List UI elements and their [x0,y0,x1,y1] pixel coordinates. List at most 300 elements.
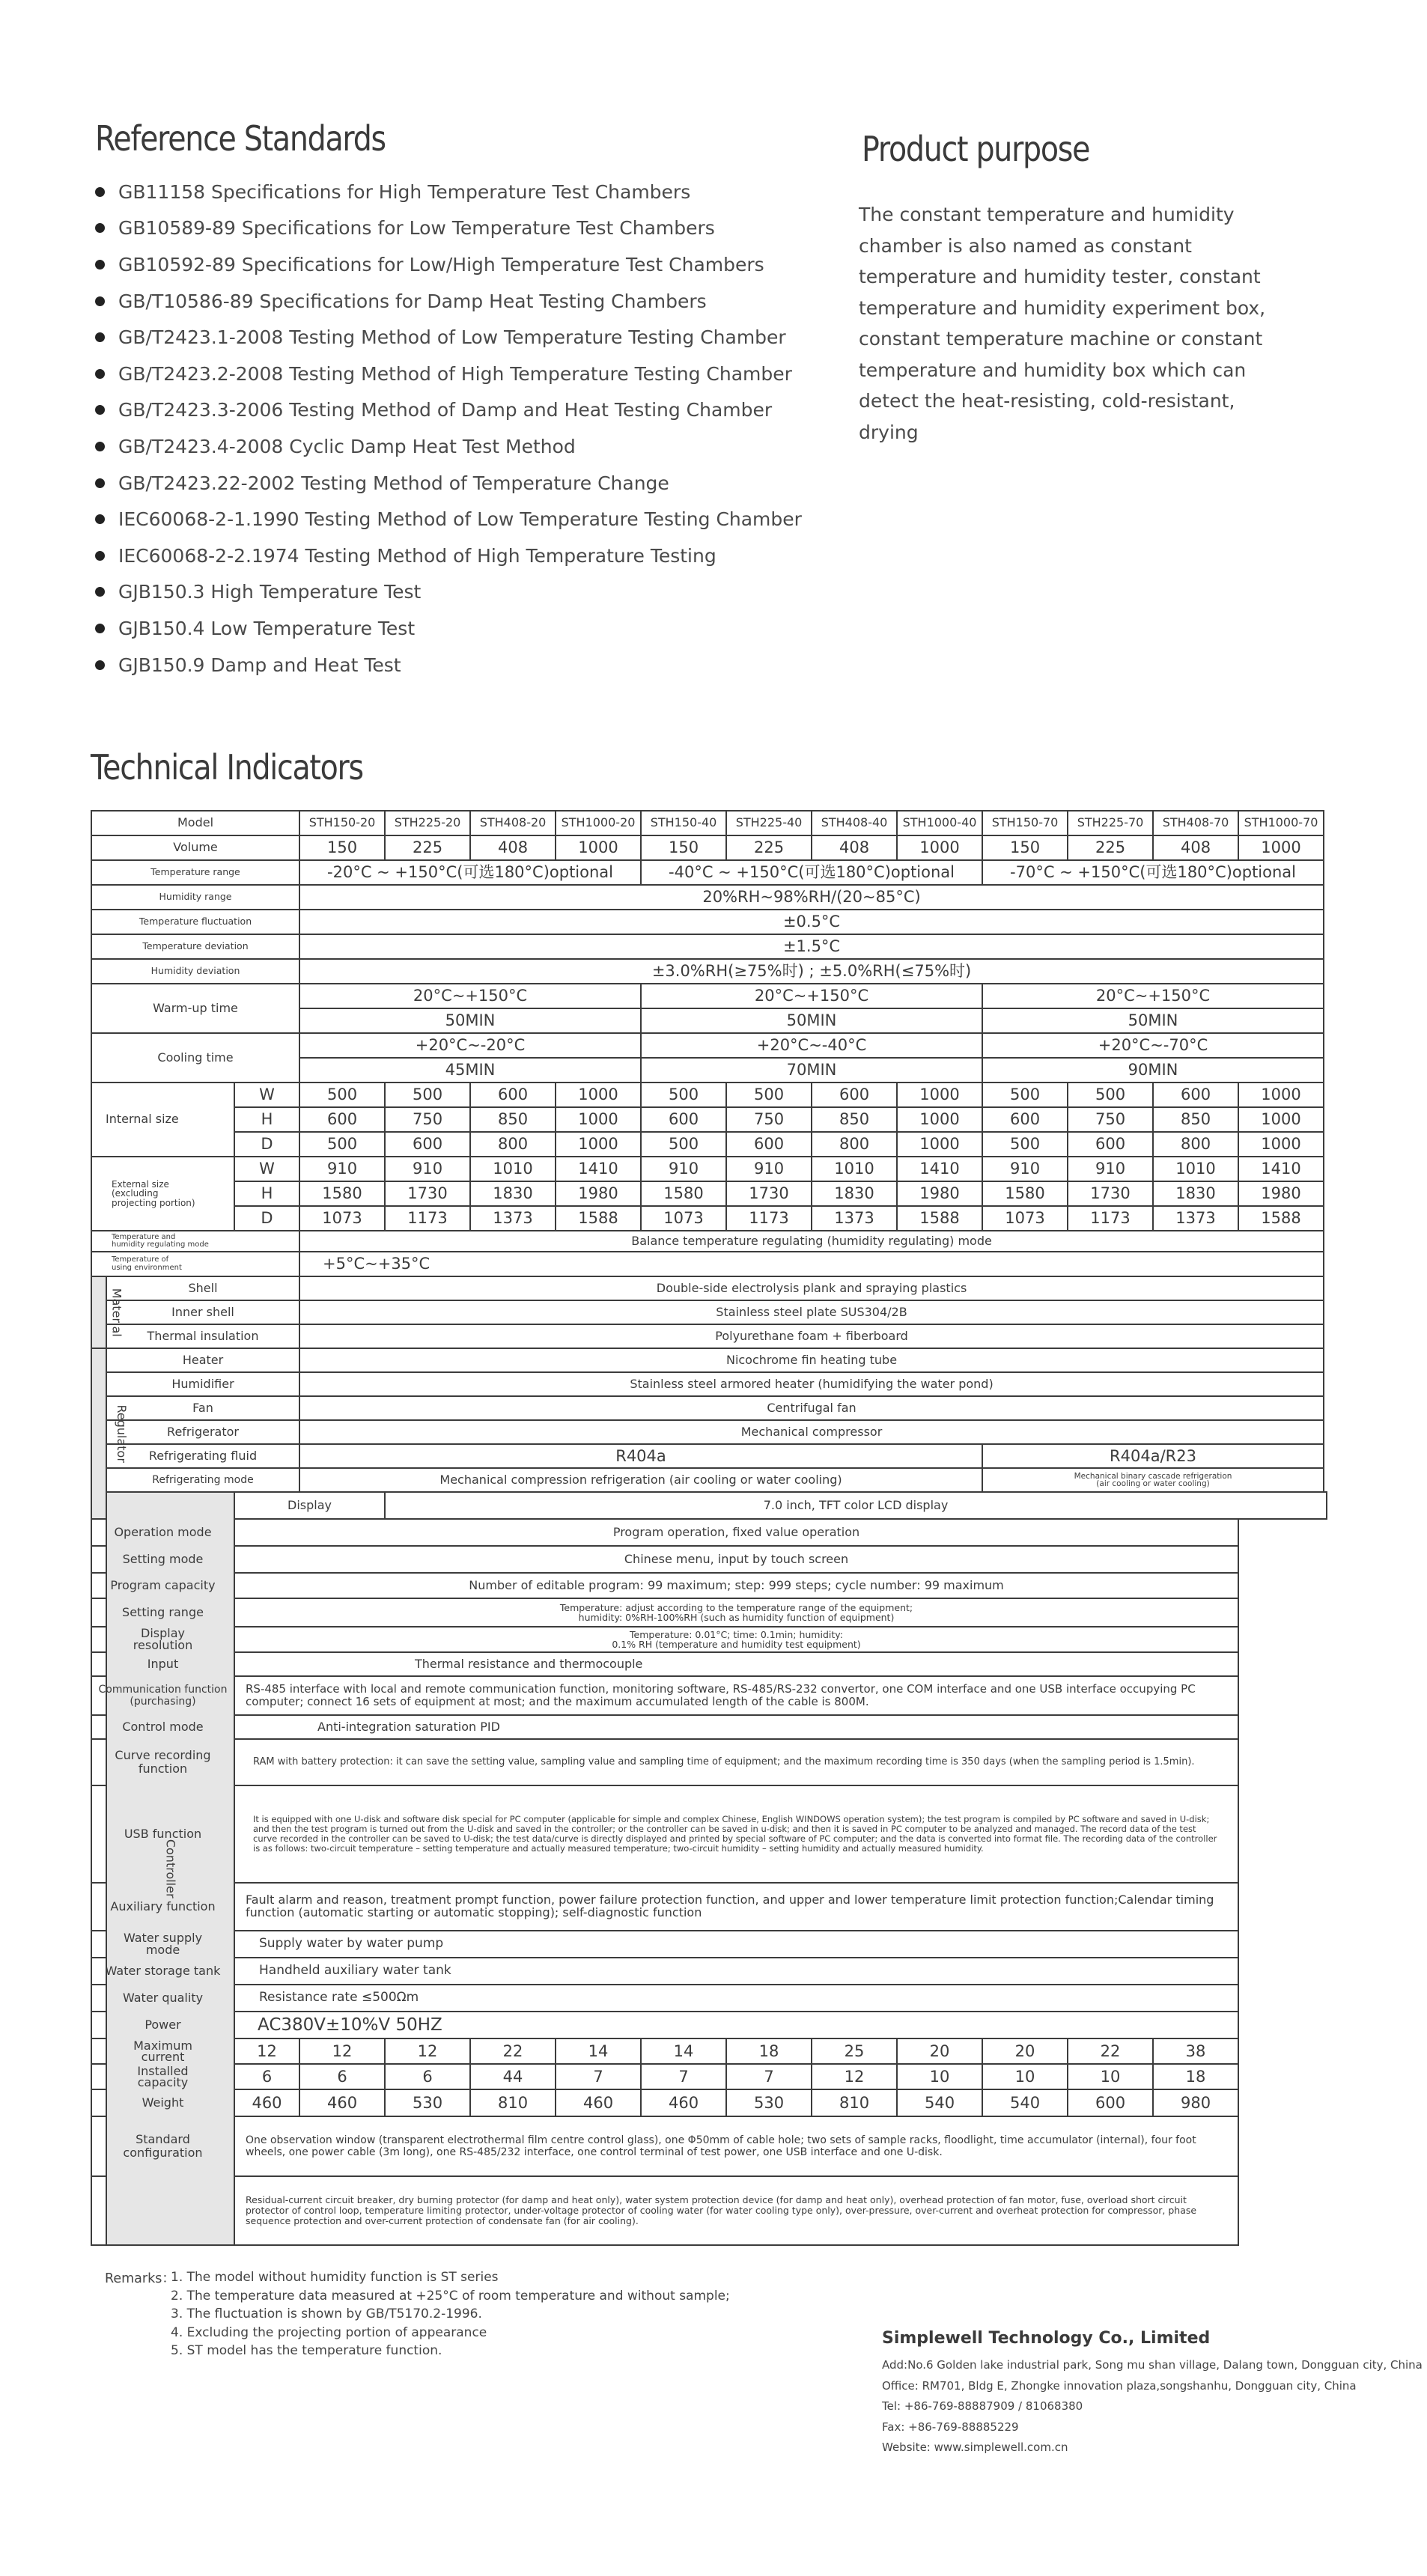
row-label-weight: Weight [91,2089,234,2116]
reference-standard-item [95,574,802,611]
table-row [91,1676,1327,1715]
reference-standard-item [95,610,802,647]
row-label-auxiliary-function: Auxiliary function [91,1883,234,1931]
weight-value: 530 [385,2089,470,2116]
models-value: STH225-40 [726,811,812,835]
row-label-external: External size (excluding projecting portion) [91,1157,234,1231]
internal-d-value: 800 [1153,1132,1238,1157]
models-value: STH408-40 [812,811,897,835]
table-row [91,1931,1327,1958]
table-row [91,1206,1327,1231]
internal-d-value: 500 [299,1132,385,1157]
reference-standard-text: GB10589-89 Specifications for Low Temperature Test Chambers [118,217,715,240]
volume-value: 1000 [1238,835,1324,860]
row-label-humidity-range: Humidity range [91,885,299,910]
reference-standard-item [95,356,802,392]
internal-w-value: 600 [812,1083,897,1107]
external-d-value: 1373 [470,1206,556,1231]
dim-label-h: H [234,1107,299,1132]
setting-mode-value: Chinese menu, input by touch screen [234,1546,1238,1573]
installed-value: 18 [1153,2064,1238,2089]
installed-value: 44 [470,2064,556,2089]
remarks-label: Remarks： [105,2271,175,2286]
external-d-value: 1588 [897,1206,982,1231]
std-config-value: One observation window (transparent electrothermal film centre control glass), one Φ50mm of cable hole; two sets of sample racks, floodlight, time accumulator (internal), four foot wheels, one power cable (3m long), one RS-485/232 interface, one control terminal of test power, one USB interface and one U-disk. [234,2116,1238,2176]
volume-value: 150 [299,835,385,860]
internal-w-value: 600 [1153,1083,1238,1107]
warmup-time-value: 50MIN [299,1008,641,1033]
hum-dev-value: ±3.0%RH(≥75%时) ; ±5.0%RH(≤75%时) [299,959,1324,984]
refrigerating-mode-value: Mechanical binary cascade refrigeration (air cooling or water cooling) [982,1468,1324,1492]
water-supply-value: Supply water by water pump [234,1931,1238,1958]
dim-label-h: H [234,1181,299,1206]
installed-value: 7 [726,2064,812,2089]
table-row [91,1627,1327,1652]
remark-item: 1. The model without humidity function is ST series [171,2270,499,2285]
power-value: AC380V±10%V 50HZ [234,2012,1238,2038]
table-row [91,984,1327,1008]
models-value: STH1000-40 [897,811,982,835]
company-name: Simplewell Technology Co., Limited [882,2329,1211,2348]
max-current-value: 22 [470,2038,556,2064]
remark-item: 3. The fluctuation is shown by GB/T5170.2-1996. [171,2306,482,2321]
weight-value: 600 [1068,2089,1153,2116]
reference-standard-text: GB10592-89 Specifications for Low/High Temperature Test Chambers [118,253,764,275]
weight-value: 460 [299,2089,385,2116]
row-label-inner-shell: Inner shell [106,1300,299,1324]
fan-value: Centrifugal fan [299,1396,1324,1420]
control-mode-value: Anti-integration saturation PID [234,1715,1238,1739]
cooling-range-value: +20°C~-40°C [641,1033,982,1058]
internal-h-value: 750 [385,1107,470,1132]
row-label-installed-capacity: Installed capacity [91,2064,234,2089]
row-label-fan: Fan [106,1396,299,1420]
row-label-standard-configuration: Standard configuration [91,2116,234,2176]
protection-value: Residual-current circuit breaker, dry burning protector (for damp and heat only), water system protection device (for damp and heat only), overhead protection of fan motor, fuse, overload short circuit protector of control loop, temperature limiting protector, under-voltage protector of cooling water (for water cooling type only), over-pressure, over-current and overheat protection for compressor, phase sequence protection and over-current protection of condensate fan (for air cooling). [234,2176,1238,2245]
table-row [91,835,1327,860]
internal-w-value: 500 [641,1083,726,1107]
installed-value: 6 [234,2064,299,2089]
internal-d-value: 500 [641,1132,726,1157]
bullet-icon [95,260,105,270]
installed-value: 7 [556,2064,641,2089]
bullet-icon [95,223,105,233]
reference-standard-text: GJB150.3 High Temperature Test [118,581,422,603]
external-h-value: 1580 [299,1181,385,1206]
installed-value: 12 [812,2064,897,2089]
product-purpose-heading: Product purpose [862,129,1090,169]
table-row [91,1300,1327,1324]
internal-d-value: 800 [812,1132,897,1157]
external-d-value: 1173 [385,1206,470,1231]
row-label-input: Input [91,1652,234,1676]
cooling-range-value: +20°C~-70°C [982,1033,1324,1058]
table-row [91,1083,1327,1107]
max-current-value: 14 [641,2038,726,2064]
row-label-model: Model [91,811,299,835]
display-res-value: Temperature: 0.01°C; time: 0.1min; humidity: 0.1% RH (temperature and humidity test equipment) [234,1627,1238,1652]
internal-h-value: 1000 [1238,1107,1324,1132]
table-row [91,1573,1327,1598]
temp-range-value: -70°C ~ +150°C(可选180°C)optional [982,860,1324,885]
group-regulator [91,1348,129,1519]
row-label-maximum-current: Maximum current [91,2038,234,2064]
max-current-value: 20 [982,2038,1068,2064]
reference-standard-item [95,283,802,320]
dim-label-d: D [234,1132,299,1157]
external-h-value: 1730 [385,1181,470,1206]
dim-label-d: D [234,1206,299,1231]
row-label-internal: Internal size [91,1083,234,1157]
bullet-icon [95,332,105,342]
bullet-icon [95,405,105,415]
row-label-volume: Volume [91,835,299,860]
row-label-heater: Heater [106,1348,299,1372]
row-label-water-quality: Water quality [91,1985,234,2012]
external-h-value: 1980 [897,1181,982,1206]
row-label-warmup: Warm-up time [91,984,299,1033]
group-label: Regulator [114,1404,129,1463]
company-contact-lines [882,2358,1423,2461]
reference-standard-item [95,538,802,574]
warmup-time-value: 50MIN [641,1008,982,1033]
table-row [91,1492,1327,1519]
row-label-temp-fluct: Temperature fluctuation [91,910,299,934]
dim-label-w: W [234,1083,299,1107]
row-label-setting-range: Setting range [91,1598,234,1627]
table-row [91,1420,1327,1444]
external-d-value: 1073 [982,1206,1068,1231]
bullet-icon [95,478,105,488]
row-label-humidifier: Humidifier [106,1372,299,1396]
volume-value: 225 [726,835,812,860]
row-label-hum-dev: Humidity deviation [91,959,299,984]
reference-standard-text: GB/T2423.2-2008 Testing Method of High Temperature Testing Chamber [118,362,792,385]
max-current-value: 12 [299,2038,385,2064]
external-d-value: 1073 [641,1206,726,1231]
table-row [91,1985,1327,2012]
row-label-control-mode: Control mode [91,1715,234,1739]
internal-h-value: 750 [1068,1107,1153,1132]
water-quality-value: Resistance rate ≤500Ωm [234,1985,1238,2012]
internal-d-value: 500 [982,1132,1068,1157]
company-contact-line: Add:No.6 Golden lake industrial park, Song mu shan village, Dalang town, Dongguan city, China [882,2358,1423,2372]
bullet-icon [95,514,105,524]
company-contact-line: Fax: +86-769-88885229 [882,2420,1019,2434]
external-h-value: 1730 [726,1181,812,1206]
installed-value: 10 [982,2064,1068,2089]
temp-range-value: -40°C ~ +150°C(可选180°C)optional [641,860,982,885]
bullet-icon [95,587,105,597]
table-row [91,2176,1327,2245]
row-label-shell: Shell [106,1276,299,1300]
aux-value: Fault alarm and reason, treatment prompt function, power failure protection function, and upper and lower temperature limit protection function;Calendar timing function (automatic starting or automatic stopping); self-diagnostic function [234,1883,1238,1931]
external-d-value: 1173 [726,1206,812,1231]
reference-standards-list [95,174,802,683]
reference-standard-text: GB/T2423.4-2008 Cyclic Damp Heat Test Method [118,435,576,457]
volume-value: 150 [982,835,1068,860]
internal-h-value: 850 [812,1107,897,1132]
table-row [91,1107,1327,1132]
weight-value: 540 [897,2089,982,2116]
row-label-use-env: Temperature of using environment [91,1252,299,1276]
internal-h-value: 600 [299,1107,385,1132]
external-h-value: 1830 [1153,1181,1238,1206]
humidity-range-value: 20%RH~98%RH/(20~85°C) [299,885,1324,910]
reference-standard-text: GB/T10586-89 Specifications for Damp Heat Testing Chambers [118,290,707,312]
external-h-value: 1580 [982,1181,1068,1206]
models-value: STH1000-20 [556,811,641,835]
table-row [91,1033,1327,1058]
reference-standard-item [95,210,802,247]
heater-value: Nicochrome fin heating tube [299,1348,1324,1372]
table-row [91,934,1327,959]
row-label-operation-mode: Operation mode [91,1519,234,1546]
shell-value: Double-side electrolysis plank and spraying plastics [299,1276,1324,1300]
internal-w-value: 600 [470,1083,556,1107]
cooling-time-value: 70MIN [641,1058,982,1083]
reference-standard-item [95,319,802,356]
humidifier-value: Stainless steel armored heater (humidifying the water pond) [299,1372,1324,1396]
row-label-water-tank: Water storage tank [91,1958,234,1985]
company-contact-line: Website: www.simplewell.com.cn [882,2440,1068,2454]
external-h-value: 1580 [641,1181,726,1206]
external-w-value: 910 [982,1157,1068,1181]
row-label-protection [91,2176,234,2245]
refrigerating-fluid-value: R404a [299,1444,982,1468]
temp-dev-value: ±1.5°C [299,934,1324,959]
internal-d-value: 800 [470,1132,556,1157]
internal-w-value: 500 [1068,1083,1153,1107]
installed-value: 10 [897,2064,982,2089]
table-row [91,1348,1327,1372]
internal-w-value: 1000 [897,1083,982,1107]
internal-d-value: 600 [385,1132,470,1157]
display-value: 7.0 inch, TFT color LCD display [385,1492,1327,1519]
internal-h-value: 850 [470,1107,556,1132]
temp-range-value: -20°C ~ +150°C(可选180°C)optional [299,860,641,885]
external-d-value: 1373 [1153,1206,1238,1231]
external-w-value: 1010 [470,1157,556,1181]
models-value: STH150-70 [982,811,1068,835]
volume-value: 408 [1153,835,1238,860]
external-w-value: 910 [1068,1157,1153,1181]
table-row [91,959,1327,984]
table-row [91,1958,1327,1985]
volume-value: 225 [385,835,470,860]
internal-d-value: 600 [726,1132,812,1157]
table-row [91,2116,1327,2176]
volume-value: 150 [641,835,726,860]
models-value: STH225-20 [385,811,470,835]
volume-value: 1000 [897,835,982,860]
internal-w-value: 500 [726,1083,812,1107]
row-label-balance: Temperature and humidity regulating mode [91,1231,299,1252]
volume-value: 408 [470,835,556,860]
internal-h-value: 600 [641,1107,726,1132]
external-d-value: 1588 [1238,1206,1324,1231]
inner-shell-value: Stainless steel plate SUS304/2B [299,1300,1324,1324]
models-value: STH408-20 [470,811,556,835]
table-row [91,1157,1327,1181]
row-label-temp-dev: Temperature deviation [91,934,299,959]
bullet-icon [95,296,105,306]
table-row [91,2012,1327,2038]
reference-standard-item [95,428,802,465]
internal-h-value: 750 [726,1107,812,1132]
reference-standard-text: GJB150.4 Low Temperature Test [118,617,416,639]
installed-value: 10 [1068,2064,1153,2089]
remarks-list [171,2270,845,2362]
bullet-icon [95,369,105,379]
table-row [91,811,1327,835]
table-row [91,1324,1327,1348]
external-h-value: 1980 [556,1181,641,1206]
row-label-display: Display [234,1492,385,1519]
reference-standard-text: GB/T2423.3-2006 Testing Method of Damp and Heat Testing Chamber [118,399,773,421]
group-label: Controller [163,1839,178,1898]
external-w-value: 910 [385,1157,470,1181]
dim-label-w: W [234,1157,299,1181]
bullet-icon [95,624,105,633]
max-current-value: 12 [234,2038,299,2064]
refrigerating-fluid-value: R404a/R23 [982,1444,1324,1468]
max-current-value: 20 [897,2038,982,2064]
weight-value: 980 [1153,2089,1238,2116]
refrigerating-mode-value: Mechanical compression refrigeration (air cooling or water cooling) [299,1468,982,1492]
reference-standard-item [95,465,802,502]
internal-w-value: 1000 [556,1083,641,1107]
remark-item: 4. Excluding the projecting portion of appearance [171,2324,487,2340]
program-value: Number of editable program: 99 maximum; step: 999 steps; cycle number: 99 maximum [234,1573,1238,1598]
company-contact-line: Tel: +86-769-88887909 / 81068380 [882,2399,1083,2413]
table-row [91,1598,1327,1627]
temp-fluct-value: ±0.5°C [299,910,1324,934]
reference-standard-item [95,501,802,538]
reference-standard-item [95,392,802,429]
warmup-range-value: 20°C~+150°C [299,984,641,1008]
table-row [91,1372,1327,1396]
external-w-value: 910 [641,1157,726,1181]
external-d-value: 1173 [1068,1206,1153,1231]
warmup-range-value: 20°C~+150°C [641,984,982,1008]
external-h-value: 1730 [1068,1181,1153,1206]
weight-value: 530 [726,2089,812,2116]
usb-value: It is equipped with one U-disk and software disk special for PC computer (applicable for simple and complex Chinese, English WINDOWS operation system); the test program is compiled by PC software and saved in U-disk; and then the test program is turned out from the U-disk and saved in the controller; or the controller can be saved in u-disk; and then it is saved in PC computer to be analyzed and managed. The record data of the test curve recorded in the controller can be saved to U-disk; the test data/curve is directly displayed and printed by special software of PC computer; and the data is converted into format file. The recording data of the controller is as follows: two-circuit temperature – setting temperature and actually measured temperature; two-circuit humidity – setting humidity and actually measured humidity. [234,1785,1238,1883]
cooling-range-value: +20°C~-20°C [299,1033,641,1058]
reference-standard-text: GJB150.9 Damp and Heat Test [118,654,401,676]
refrigerator-value: Mechanical compressor [299,1420,1324,1444]
external-w-value: 1410 [556,1157,641,1181]
max-current-value: 14 [556,2038,641,2064]
row-label-usb-function: USB function [91,1785,234,1883]
external-d-value: 1073 [299,1206,385,1231]
cooling-time-value: 90MIN [982,1058,1324,1083]
max-current-value: 25 [812,2038,897,2064]
table-row [91,2064,1327,2089]
group-material [91,1276,124,1348]
models-value: STH1000-70 [1238,811,1324,835]
external-w-value: 1010 [1153,1157,1238,1181]
external-d-value: 1588 [556,1206,641,1231]
table-row [91,910,1327,934]
volume-value: 1000 [556,835,641,860]
setting-range-value: Temperature: adjust according to the temperature range of the equipment; humidity: 0%RH-100%RH (such as humidity function of equipment) [234,1598,1238,1627]
external-h-value: 1980 [1238,1181,1324,1206]
table-row [91,1276,1327,1300]
installed-value: 7 [641,2064,726,2089]
internal-w-value: 1000 [1238,1083,1324,1107]
weight-value: 810 [470,2089,556,2116]
installed-value: 6 [299,2064,385,2089]
external-w-value: 910 [726,1157,812,1181]
row-label-program-capacity: Program capacity [91,1573,234,1598]
internal-w-value: 500 [385,1083,470,1107]
thermal-ins-value: Polyurethane foam + fiberboard [299,1324,1324,1348]
table-row [91,1181,1327,1206]
curve-value: RAM with battery protection: it can save the setting value, sampling value and sampling time of equipment; and the maximum recording time is 350 days (when the sampling period is 1.5min). [234,1739,1238,1785]
water-tank-value: Handheld auxiliary water tank [234,1958,1238,1985]
table-row [91,1715,1327,1739]
table-row [91,1444,1327,1468]
models-value: STH150-40 [641,811,726,835]
reference-standard-text: GB11158 Specifications for High Temperature Test Chambers [118,180,691,203]
max-current-value: 38 [1153,2038,1238,2064]
warmup-range-value: 20°C~+150°C [982,984,1324,1008]
row-label-refrigerating-mode: Refrigerating mode [106,1468,299,1492]
row-label-cooling: Cooling time [91,1033,299,1083]
row-label-display-resolution: Display resolution [91,1627,234,1652]
external-h-value: 1830 [812,1181,897,1206]
reference-standard-text: GB/T2423.22-2002 Testing Method of Temperature Change [118,472,669,494]
volume-value: 408 [812,835,897,860]
row-label-water-supply: Water supply mode [91,1931,234,1958]
input-value: Thermal resistance and thermocouple [234,1652,1238,1676]
reference-standard-text: GB/T2423.1-2008 Testing Method of Low Temperature Testing Chamber [118,326,786,349]
company-contact-line: Office: RM701, Bldg E, Zhongke innovation plaza,songshanhu, Dongguan city, China [882,2378,1357,2393]
models-value: STH225-70 [1068,811,1153,835]
row-label-power: Power [91,2012,234,2038]
bullet-icon [95,660,105,670]
installed-value: 6 [385,2064,470,2089]
cooling-time-value: 45MIN [299,1058,641,1083]
external-h-value: 1830 [470,1181,556,1206]
reference-standard-text: IEC60068-2-1.1990 Testing Method of Low Temperature Testing Chamber [118,508,802,531]
row-label-setting-mode: Setting mode [91,1546,234,1573]
weight-value: 460 [234,2089,299,2116]
row-label-refrigerating-fluid: Refrigerating fluid [106,1444,299,1468]
bullet-icon [95,551,105,561]
internal-d-value: 600 [1068,1132,1153,1157]
warmup-time-value: 50MIN [982,1008,1324,1033]
external-w-value: 1410 [1238,1157,1324,1181]
technical-indicators-table [91,810,1327,2246]
models-value: STH150-20 [299,811,385,835]
technical-indicators-heading: Technical Indicators [91,747,363,788]
max-current-value: 18 [726,2038,812,2064]
row-label-communication: Communication function (purchasing) [91,1676,234,1715]
internal-h-value: 850 [1153,1107,1238,1132]
operation-value: Program operation, fixed value operation [234,1519,1238,1546]
weight-value: 460 [641,2089,726,2116]
max-current-value: 12 [385,2038,470,2064]
internal-h-value: 600 [982,1107,1068,1132]
product-purpose-text: The constant temperature and humidity chamber is also named as constant temperature and humidity tester, constant temperature and humidity experiment box, constant temperature machine or constant temperature and humidity box which can detect the heat-resisting, cold-resistant, drying [859,204,1266,443]
internal-h-value: 1000 [897,1107,982,1132]
row-label-curve-recording: Curve recording function [91,1739,234,1785]
external-d-value: 1373 [812,1206,897,1231]
internal-h-value: 1000 [556,1107,641,1132]
